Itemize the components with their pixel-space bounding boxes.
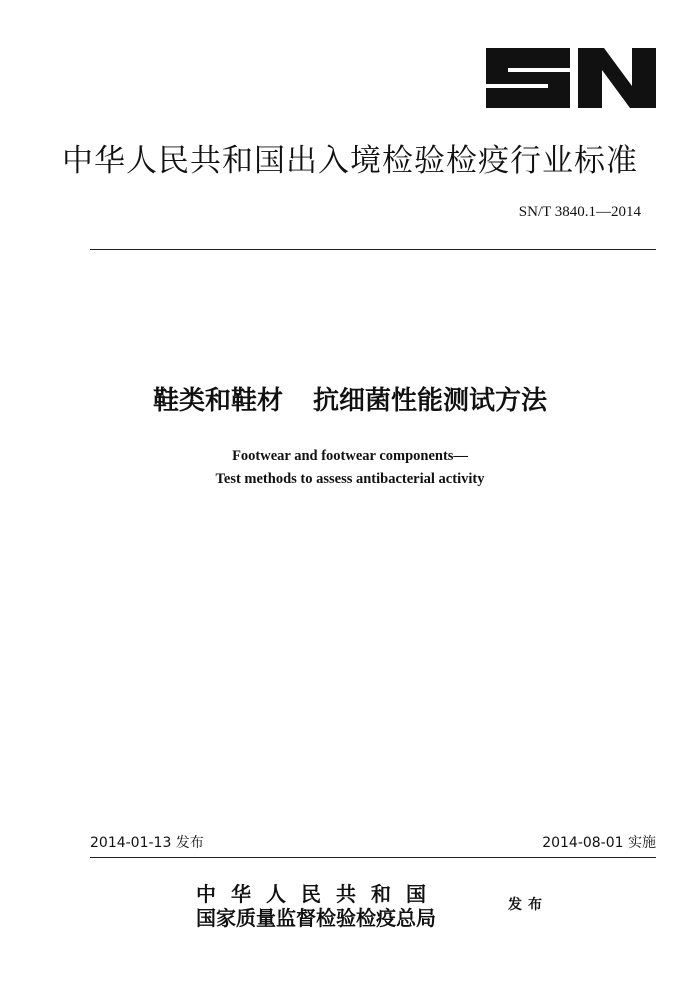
english-title-line2: Test methods to assess antibacterial activity	[215, 471, 485, 487]
english-title	[0, 445, 700, 491]
issuer-country: 中华人民共和国	[196, 882, 441, 906]
standard-category: 中华人民共和国出入境检验检疫行业标准	[62, 143, 638, 179]
issue-date: 2014-01-13 发布	[90, 835, 204, 851]
bottom-divider	[90, 857, 656, 858]
chinese-title-part2: 抗细菌性能测试方法	[313, 386, 548, 416]
chinese-title	[0, 380, 700, 417]
standard-number: SN/T 3840.1—2014	[518, 204, 641, 220]
sn-logo	[482, 42, 660, 114]
sn-logo-mark	[482, 42, 660, 114]
implementation-date: 2014-08-01 实施	[542, 835, 656, 851]
issuer-agency: 国家质量监督检验检疫总局	[196, 906, 436, 930]
english-title-line1: Footwear and footwear components—	[232, 448, 468, 464]
issuer-block	[196, 882, 496, 930]
chinese-title-part1: 鞋类和鞋材	[152, 386, 283, 416]
top-divider	[90, 249, 656, 250]
issue-action: 发布	[508, 897, 548, 913]
